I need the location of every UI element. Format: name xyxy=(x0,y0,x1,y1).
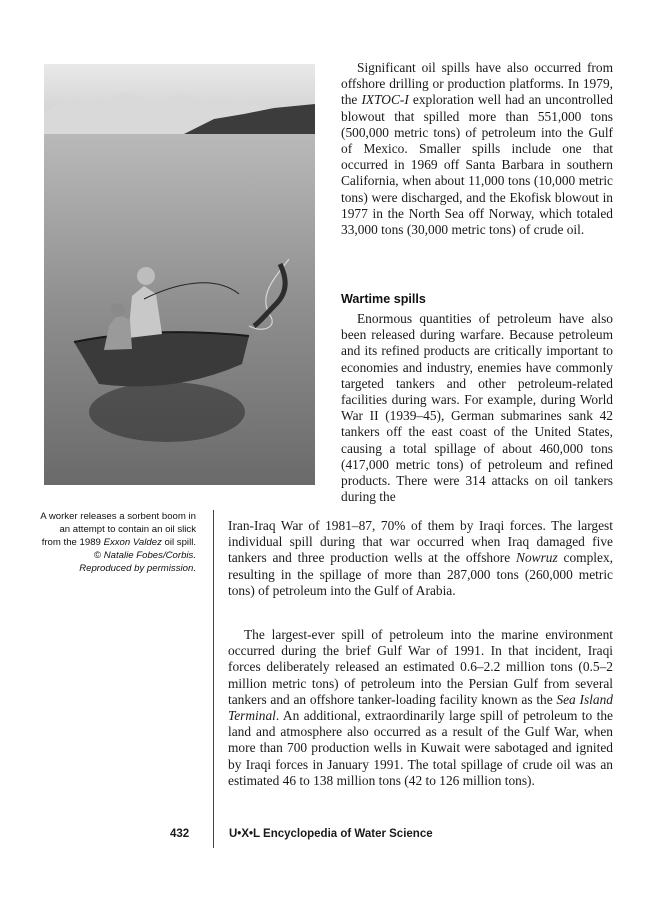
margin-rule xyxy=(213,510,214,848)
page-number: 432 xyxy=(170,828,190,840)
paragraph-offshore-spills: Significant oil spills have also occurred from offshore drilling or production platforms. In 1979, the IXTOC-I exploration well had an uncontrolled blowout that spilled more than 551,000 tons (500,000 metric tons) of petroleum into the Gulf of Mexico. Smaller spills include one that occurred in 1969 off Santa Barbara in southern California, when about 11,000 tons (10,000 metric tons) were discharged, and the Ekofisk blowout in 1977 in the North Sea off Norway, which totaled 33,000 tons (30,000 metric tons) of crude oil. xyxy=(341,60,613,238)
body-column-mid xyxy=(341,311,613,505)
body-column-gulf-war xyxy=(228,627,613,789)
running-footer-title: U•X•L Encyclopedia of Water Science xyxy=(229,828,433,840)
body-column-top xyxy=(341,60,613,238)
figure-caption: A worker releases a sorbent boom in an attempt to contain an oil slick from the 1989 Exxon Valdez oil spill. © Natalie Fobes/Corbis. Reproduced by permission. xyxy=(40,511,196,575)
paragraph-wartime-spills: Enormous quantities of petroleum have also been released during warfare. Because petroleum and its refined products are critically important to economies and industry, enemies have commonly targeted tankers and other petroleum-related facilities during wars. For example, during World War II (1939–45), German submarines sank 42 tankers off the east coast of the United States, causing a total spillage of about 460,000 tons (417,000 metric tons) of petroleum and refined products. There were 314 attacks on oil tankers during the xyxy=(341,311,613,505)
paragraph-gulf-war: The largest-ever spill of petroleum into the marine environment occurred during the brief Gulf War of 1991. In that incident, Iraqi forces deliberately released an estimated 0.6–2.2 million tons (0.5–2 million metric tons) of petroleum into the Persian Gulf from several tankers and an offshore tanker-loading facility known as the Sea Island Terminal. An additional, extraordinarily large spill of petroleum to the land and atmosphere also occurred as a result of the Gulf War, when more than 700 production wells in Kuwait were sabotaged and ignited by Iraqi forces in January 1991. The total spillage of crude oil was an estimated 46 to 138 million tons (42 to 126 million tons). xyxy=(228,627,613,788)
section-heading: Wartime spills xyxy=(341,292,426,306)
oil-spill-photo xyxy=(44,64,315,485)
body-column-wide xyxy=(228,518,613,599)
paragraph-wartime-continued: Iran-Iraq War of 1981–87, 70% of them by Iraqi forces. The largest individual spill during that war occurred when Iraq damaged five tankers and three production wells at the offshore Nowruz complex, resulting in the spillage of more than 287,000 tons (260,000 metric tons) of petroleum into the Gulf of Arabia. xyxy=(228,518,613,598)
